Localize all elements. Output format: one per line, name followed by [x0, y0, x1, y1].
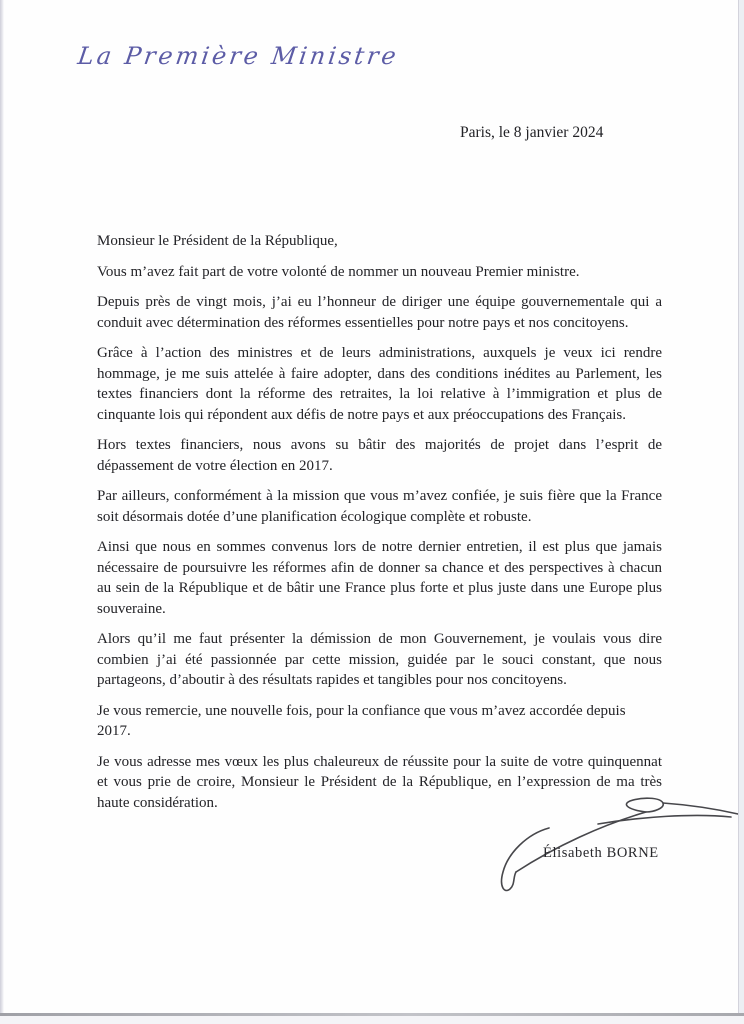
letterhead-la-premiere-ministre: La Première Ministre — [76, 42, 401, 70]
page-edge-bottom-shadow — [0, 1016, 744, 1024]
letter-paragraph: Hors textes financiers, nous avons su bâtir des majorités de projet dans l’esprit de dépassement de votre élection en 2017. — [97, 437, 662, 474]
dateline: Paris, le 8 janvier 2024 — [460, 124, 604, 141]
signature-scribble-icon — [436, 768, 744, 918]
letter-paragraph: Alors qu’il me faut présenter la démission de mon Gouvernement, je voulais vous dire combien j’ai été passionnée par cette mission, guidée par le souci constant, que nous partageons, d’aboutir à des résultats rapides et tangibles pour nos concitoyens. — [97, 631, 662, 688]
letter-paragraph: Depuis près de vingt mois, j’ai eu l’honneur de diriger une équipe gouvernementale qui a conduit avec détermination des réformes essentielles pour notre pays et nos concitoyens. — [97, 294, 662, 331]
letter-paragraph: Par ailleurs, conformément à la mission que vous m’avez confiée, je suis fière que la France soit désormais dotée d’une planification écologique complète et robuste. — [97, 488, 662, 525]
page-edge-left — [0, 0, 4, 1024]
letter-body — [97, 231, 662, 823]
letter-paragraph: Je vous remercie, une nouvelle fois, pour la confiance que vous m’avez accordée depuis 2017. — [97, 702, 626, 739]
letter-paragraph: Vous m’avez fait part de votre volonté de nommer un nouveau Premier ministre. — [97, 263, 580, 280]
salutation: Monsieur le Président de la République, — [97, 233, 338, 249]
letter-paragraph: Grâce à l’action des ministres et de leurs administrations, auxquels je veux ici rendre hommage, je me suis attelée à faire adopter, dans des conditions inédites au Parlement, les textes financiers dont la réforme des retraites, la loi relative à l’immigration et plus de cinquante lois qui répondent aux défis de notre pays et aux préoccupations des Français. — [97, 345, 662, 423]
letter-paragraph: Ainsi que nous en sommes convenus lors de notre dernier entretien, il est plus que jamais nécessaire de poursuivre les réformes afin de donner sa chance et des perspectives à chacun au sein de la République et de bâtir une France plus forte et plus juste dans une Europe plus souveraine. — [97, 539, 662, 617]
page-edge-right — [738, 0, 744, 1024]
closing-paragraph: Je vous adresse mes vœux les plus chaleureux de réussite pour la suite de votre quinquennat et vous prie de croire, Monsieur le Président de la République, en l’expression de ma très haute considération. — [97, 753, 662, 811]
signature-name: Élisabeth BORNE — [543, 845, 659, 861]
signature-block — [436, 768, 744, 918]
